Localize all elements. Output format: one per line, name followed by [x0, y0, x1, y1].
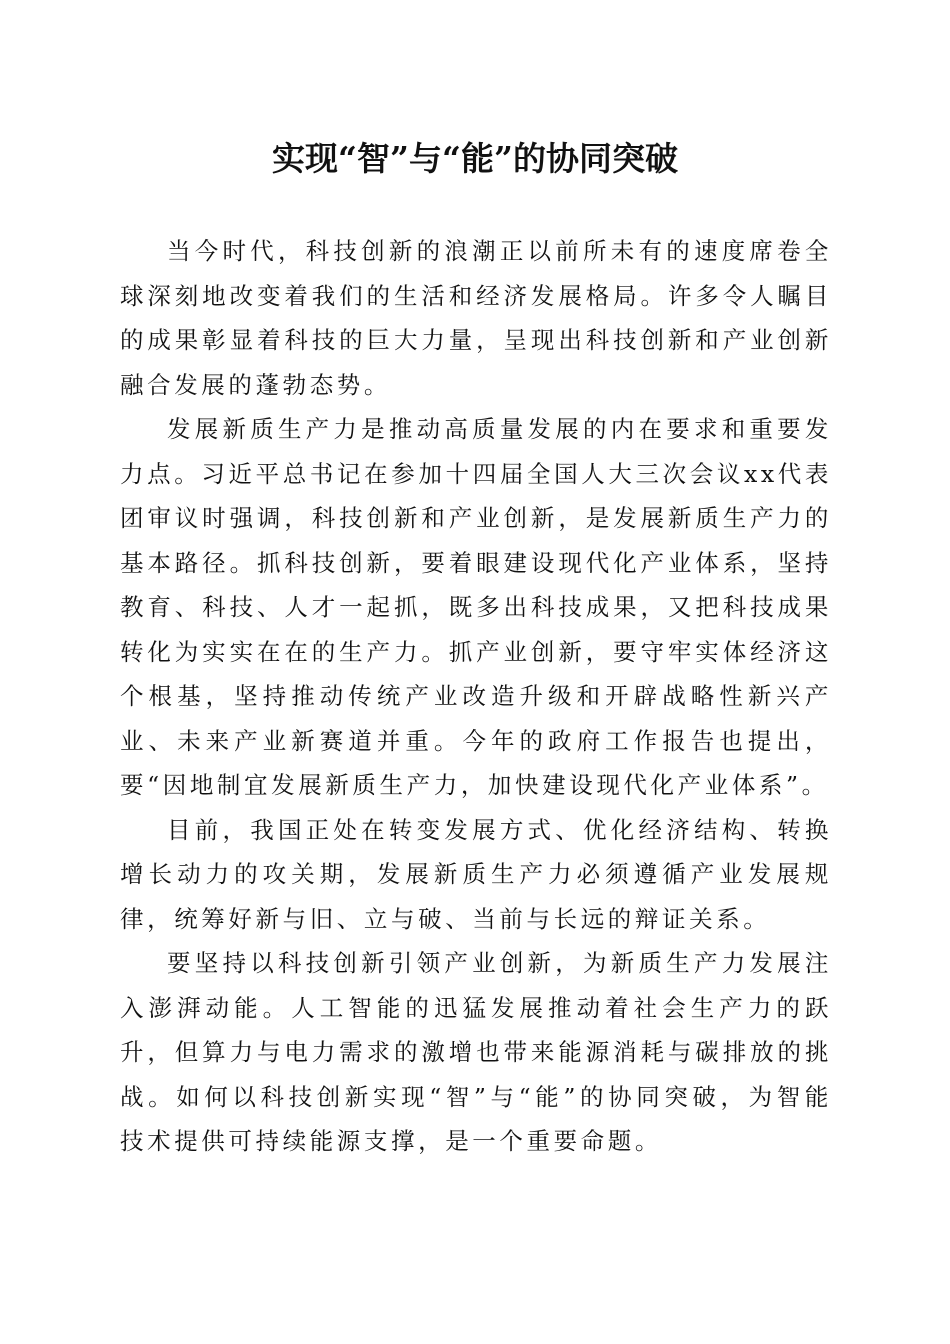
- document-body: [120, 229, 832, 1164]
- paragraph-2: 发展新质生产力是推动高质量发展的内在要求和重要发力点。习近平总书记在参加十四届全国人大三次会议xx代表团审议时强调，科技创新和产业创新，是发展新质生产力的基本路径。抓科技创新，要着眼建设现代化产业体系，坚持教育、科技、人才一起抓，既多出科技成果，又把科技成果转化为实实在在的生产力。抓产业创新，要守牢实体经济这个根基，坚持推动传统产业改造升级和开辟战略性新兴产业、未来产业新赛道并重。今年的政府工作报告也提出，要“因地制宜发展新质生产力，加快建设现代化产业体系”。: [120, 415, 832, 799]
- paragraph-3: 目前，我国正处在转变发展方式、优化经济结构、转换增长动力的攻关期，发展新质生产力必须遵循产业发展规律，统筹好新与旧、立与破、当前与长远的辩证关系。: [120, 815, 832, 933]
- document-title: 实现“智”与“能”的协同突破: [272, 139, 678, 178]
- paragraph-1: 当今时代，科技创新的浪潮正以前所未有的速度席卷全球深刻地改变着我们的生活和经济发展格局。许多令人瞩目的成果彰显着科技的巨大力量，呈现出科技创新和产业创新融合发展的蓬勃态势。: [120, 237, 832, 399]
- paragraph-4: 要坚持以科技创新引领产业创新，为新质生产力发展注入澎湃动能。人工智能的迅猛发展推动着社会生产力的跃升，但算力与电力需求的激增也带来能源消耗与碳排放的挑战。如何以科技创新实现“智”与“能”的协同突破，为智能技术提供可持续能源支撑，是一个重要命题。: [120, 949, 832, 1155]
